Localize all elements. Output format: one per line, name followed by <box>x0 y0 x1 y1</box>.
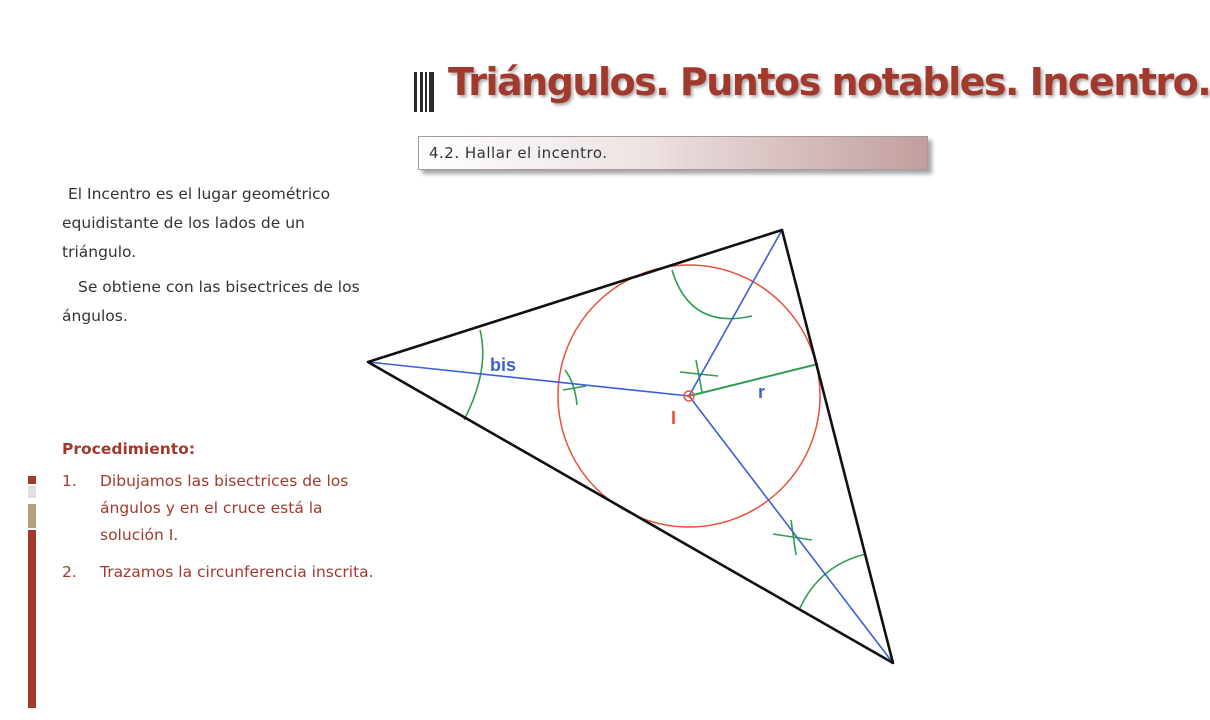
step-number: 2. <box>62 563 77 581</box>
side-bar-1 <box>28 476 36 484</box>
arc-top <box>672 270 752 319</box>
step-number: 1. <box>62 472 77 490</box>
slide-title: Triángulos. Puntos notables. Incentro. <box>448 60 1210 104</box>
procedure-title: Procedimiento: <box>62 440 196 458</box>
label-bisector: bis <box>490 355 517 375</box>
procedure-section <box>62 440 382 596</box>
arc-left <box>464 330 483 420</box>
task-label: 4.2. Hallar el incentro. <box>418 136 928 170</box>
procedure-steps <box>62 468 382 586</box>
triangle <box>368 230 893 663</box>
intro-paragraph-2: Se obtiene con las bisectrices de los ángulos. <box>62 278 360 325</box>
intro-text <box>62 180 380 337</box>
bisector-bottom <box>689 396 893 663</box>
label-incenter: I <box>671 408 677 428</box>
intro-paragraph-1: El Incentro es el lugar geométrico equidistante de los lados de un triángulo. <box>62 185 331 261</box>
procedure-step <box>62 559 382 586</box>
incenter-dot <box>687 394 691 398</box>
step-text: Dibujamos las bisectrices de los ángulos y en el cruce está la solución I. <box>100 472 349 544</box>
side-bar-4 <box>28 530 36 708</box>
procedure-step <box>62 468 382 549</box>
step-text: Trazamos la circunferencia inscrita. <box>100 563 374 581</box>
bisectors <box>368 230 893 663</box>
radius-line <box>689 364 818 396</box>
title-decoration <box>414 72 434 112</box>
side-decoration <box>28 476 36 708</box>
label-radius: r <box>758 382 766 402</box>
side-bar-2 <box>28 486 36 498</box>
side-bar-3 <box>28 504 36 528</box>
arc-bottom <box>800 554 866 608</box>
incenter-diagram <box>340 210 920 680</box>
